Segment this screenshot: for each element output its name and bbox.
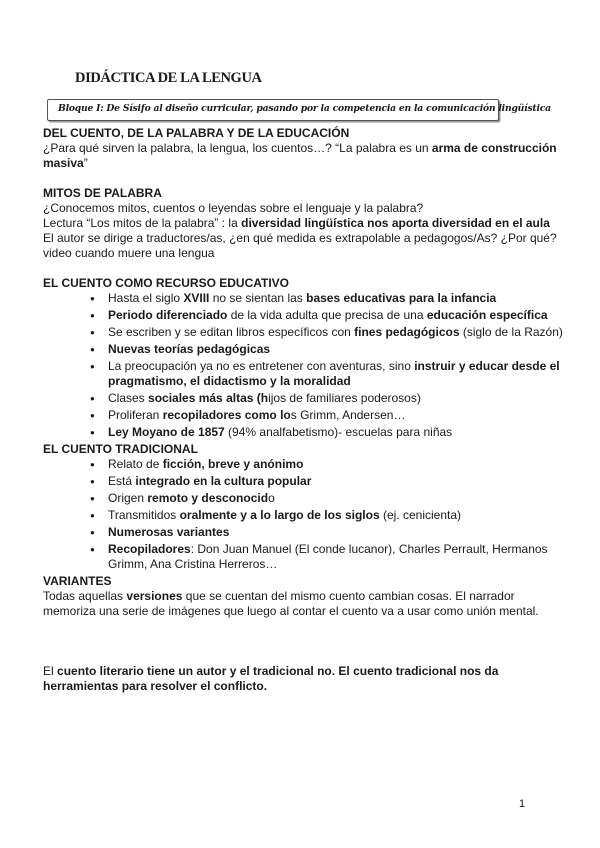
text-run: : Don Juan Manuel (El conde lucanor), Charles Perrault, Hermanos Grimm, Ana Cristina Herreros… [108,542,548,571]
text-run: s Grimm, Andersen… [290,408,406,422]
list-item [108,408,568,425]
page-number: 1 [519,798,526,810]
text-run: Transmitidos [108,508,180,522]
text-run: (94% analfabetismo)- escuelas para niñas [224,425,453,439]
bold-run: Periodo diferenciado [108,308,228,322]
list-item [108,457,568,474]
bold-run: XVIII [183,291,210,305]
bold-run: diversidad lingüística nos aporta diversidad en el aula [241,216,550,230]
list-item [108,491,568,508]
section-heading-recurso-educativo: EL CUENTO COMO RECURSO EDUCATIVO [43,276,290,290]
text-run: o [268,491,275,505]
section-heading-cuento-tradicional: EL CUENTO TRADICIONAL [43,442,198,456]
list-item [108,508,568,525]
bold-run: bases educativas para la infancia [306,291,497,305]
bold-run: Recopiladores [108,542,191,556]
list-item [108,542,568,574]
bold-run: cuento literario tiene un autor y el tradicional no. El cuento tradicional nos da herramientas para resolver el conflicto. [43,664,499,693]
text-run: Clases [108,391,149,405]
list-item [108,342,568,359]
text-run: Origen [108,491,148,505]
bold-run: instruir y educar desde el pragmatismo, el didactismo y la moralidad [108,359,560,388]
text-run: Hasta el siglo [108,291,184,305]
text-run: que se cuentan del mismo cuento cambian cosas. El narrador memoriza una serie de imágenes que luego al contar el cuento va a usar como unión mental. [43,589,539,618]
list-item [108,391,568,408]
bold-run: educación específica [426,308,548,322]
paragraph-video: video cuando muere una lengua [43,246,215,260]
text-run: El [43,664,58,678]
bold-run: oralmente y a lo largo de los siglos [179,508,380,522]
text-run: Se escriben y se editan libros específicos con [108,325,355,339]
paragraph-autor-traductores: El autor se dirige a traductores/as, ¿en qué medida es extrapolable a pedagogos/As? ¿Por qué? [43,231,557,245]
paragraph-variantes [43,589,568,619]
text-run: Todas aquellas [43,589,127,603]
list-item [108,308,568,325]
bold-run: arma de construcción masiva [43,141,557,170]
list-item [108,359,568,391]
bloque-label: Bloque I: De Sísifo al diseño curricular, pasando por la competencia en la comunicación lingüística [58,103,551,114]
bold-run: remoto y desconocid [147,491,269,505]
list-item [108,525,568,542]
bold-run: Ley Moyano de 1857 [108,425,225,439]
text-run: (siglo de la Razón) [459,325,563,339]
text-run: no se sientan las [209,291,307,305]
bold-run: recopiladores como lo [162,408,291,422]
text-run: ijos de familiares poderosos) [268,391,421,405]
bold-run: integrado en la cultura popular [135,474,312,488]
bold-run: Numerosas variantes [108,525,230,539]
bold-run: Nuevas teorías pedagógicas [108,342,271,356]
list-item [108,425,568,442]
bold-run: sociales más altas (h [148,391,269,405]
text-run: Proliferan [108,408,163,422]
paragraph-conclusion [43,664,568,694]
section-heading-variantes: VARIANTES [43,574,112,588]
section-heading-mitos: MITOS DE PALABRA [43,186,162,200]
list-cuento-tradicional [43,457,568,574]
text-run: La preocupación ya no es entretener con aventuras, sino [108,359,415,373]
page-title: DIDÁCTICA DE LA LENGUA [75,70,262,86]
text-run: ” [83,156,88,170]
document-body [43,126,568,694]
text-run: Relato de [108,457,163,471]
section-heading-cuento-palabra: DEL CUENTO, DE LA PALABRA Y DE LA EDUCACIÓN [43,126,350,140]
bold-run: fines pedagógicos [354,325,460,339]
bloque-banner [47,99,551,121]
text-run: Lectura “Los mitos de la palabra” : la [43,216,242,230]
bold-run: ficción, breve y anónimo [162,457,304,471]
bold-run: versiones [126,589,183,603]
paragraph-lectura [43,216,568,231]
paragraph-conocemos-mitos: ¿Conocemos mitos, cuentos o leyendas sobre el lenguaje y la palabra? [43,201,424,215]
list-recurso-educativo [43,291,568,442]
text-run: Está [108,474,136,488]
list-item [108,474,568,491]
list-item [108,325,568,342]
paragraph-para-que-sirven [43,141,568,171]
list-item [108,291,568,308]
text-run: (ej. cenicienta) [379,508,462,522]
text-run: de la vida adulta que precisa de una [227,308,427,322]
text-run: ¿Para qué sirven la palabra, la lengua, los cuentos…? “La palabra es un [43,141,432,155]
